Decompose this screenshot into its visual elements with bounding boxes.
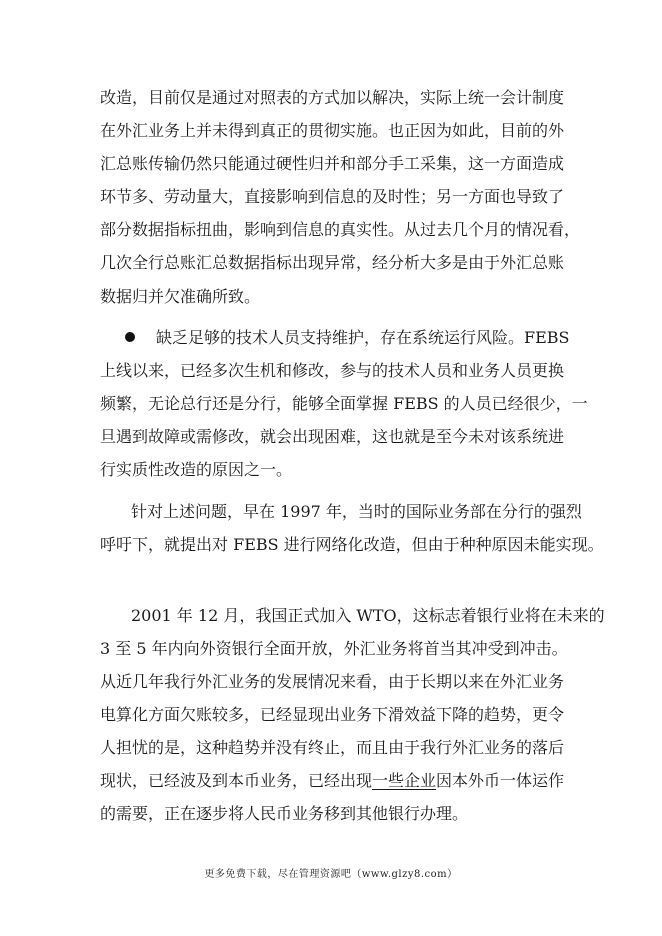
paragraph-2-line-2: 呼吁下，就提出对 FEBS 进行网络化改造，但由于种种原因未能实现。 bbox=[100, 535, 604, 554]
line-text-end: 因本外币一体运作 bbox=[436, 771, 565, 790]
paragraph-3-line-3: 从近几年我行外汇业务的发展情况来看，由于长期以来在外汇业务 bbox=[100, 672, 565, 691]
paragraph-3-line-2: 3 至 5 年内向外资银行全面开放，外汇业务将首当其冲受到冲击。 bbox=[100, 639, 568, 658]
underlined-phrase: 一些企业 bbox=[372, 771, 437, 790]
paragraph-3-line-7: 的需要，正在逐步将人民币业务移到其他银行办理。 bbox=[100, 804, 469, 823]
bullet-item-line-4: 旦遇到故障或需修改，就会出现困难，这也就是至今未对该系统进 bbox=[100, 427, 565, 446]
paragraph-1-line-3: 汇总账传输仍然只能通过硬性归并和部分手工采集，这一方面造成 bbox=[100, 154, 565, 173]
paragraph-1-line-5: 部分数据指标扭曲，影响到信息的真实性。从过去几个月的情况看， bbox=[100, 220, 581, 239]
bullet-item-line-5: 行实质性改造的原因之一。 bbox=[100, 460, 293, 479]
paragraph-1-line-4: 环节多、劳动量大，直接影响到信息的及时性；另一方面也导致了 bbox=[100, 187, 565, 206]
paragraph-3-line-5: 人担忧的是，这种趋势并没有终止，而且由于我行外汇业务的落后 bbox=[100, 738, 565, 757]
paragraph-3-line-1: 2001 年 12 月，我国正式加入 WTO，这标志着银行业将在未来的 bbox=[131, 606, 605, 625]
paragraph-2-line-1: 针对上述问题，早在 1997 年，当时的国际业务部在分行的强烈 bbox=[131, 502, 582, 521]
paragraph-3-line-4: 电算化方面欠账较多，已经显现出业务下滑效益下降的趋势，更令 bbox=[100, 705, 565, 724]
paragraph-1-line-6: 几次全行总账汇总数据指标出现异常，经分析大多是由于外汇总账 bbox=[100, 253, 565, 272]
paragraph-1-line-7: 数据归并欠准确所致。 bbox=[100, 287, 261, 306]
bullet-icon bbox=[125, 332, 135, 342]
bullet-item-line-3: 频繁，无论总行还是分行，能够全面掌握 FEBS 的人员已经很少，一 bbox=[100, 394, 588, 413]
footer-link[interactable]: 更多免费下载，尽在管理资源吧（www.glzy8.com） bbox=[204, 869, 458, 880]
paragraph-3-line-6 bbox=[100, 771, 564, 791]
paragraph-1-line-2: 在外汇业务上并未得到真正的贯彻实施。也正因为如此，目前的外 bbox=[100, 121, 565, 140]
paragraph-1-line-1: 改造，目前仅是通过对照表的方式加以解决，实际上统一会计制度 bbox=[100, 88, 565, 107]
line-text-start: 现状，已经波及到本币业务，已经出现 bbox=[100, 771, 373, 790]
bullet-item-line-1: 缺乏足够的技术人员支持维护，存在系统运行风险。FEBS bbox=[156, 328, 570, 347]
bullet-item-line-2: 上线以来，已经多次生机和修改，参与的技术人员和业务人员更换 bbox=[100, 361, 565, 380]
